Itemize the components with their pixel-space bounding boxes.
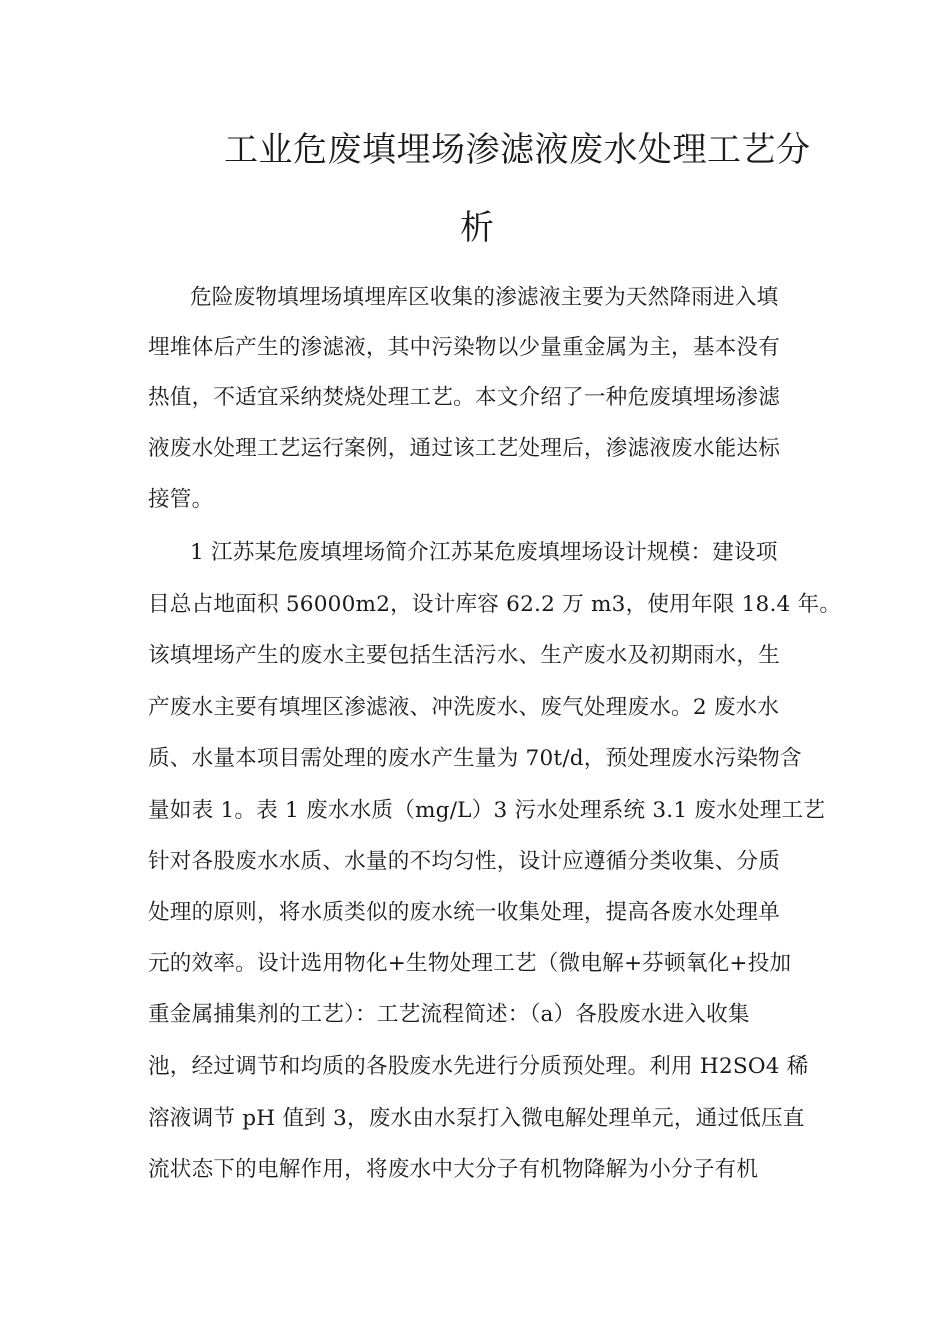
document-title-line-1: 工业危废填埋场渗滤液废水处理工艺分 bbox=[224, 130, 811, 170]
paragraph-2-line-9: 元的效率。设计选用物化+生物处理工艺（微电解+芬顿氧化+投加 bbox=[148, 951, 792, 976]
paragraph-2-line-8: 处理的原则，将水质类似的废水统一收集处理，提高各废水处理单 bbox=[148, 900, 781, 925]
document-title-line-2: 析 bbox=[460, 208, 495, 248]
paragraph-1-line-1: 危险废物填埋场填埋库区收集的渗滤液主要为天然降雨进入填 bbox=[190, 285, 779, 310]
paragraph-2-line-4: 产废水主要有填埋区渗滤液、冲洗废水、废气处理废水。2 废水水 bbox=[148, 695, 780, 720]
paragraph-2-line-6: 量如表 1。表 1 废水水质（mg/L）3 污水处理系统 3.1 废水处理工艺 bbox=[148, 798, 826, 823]
paragraph-2-line-13: 流状态下的电解作用，将废水中大分子有机物降解为小分子有机 bbox=[148, 1157, 759, 1182]
paragraph-1-line-2: 埋堆体后产生的渗滤液，其中污染物以少量重金属为主，基本没有 bbox=[148, 335, 781, 360]
paragraph-1-line-4: 液废水处理工艺运行案例，通过该工艺处理后，渗滤液废水能达标 bbox=[148, 436, 781, 461]
paragraph-2-line-1: 1 江苏某危废填埋场简介江苏某危废填埋场设计规模：建设项 bbox=[190, 540, 778, 565]
paragraph-2-line-3: 该填埋场产生的废水主要包括生活污水、生产废水及初期雨水，生 bbox=[148, 643, 781, 668]
paragraph-1-line-3: 热值，不适宜采纳焚烧处理工艺。本文介绍了一种危废填埋场渗滤 bbox=[148, 385, 781, 410]
paragraph-2-line-2: 目总占地面积 56000m2，设计库容 62.2 万 m3，使用年限 18.4 年。 bbox=[148, 592, 842, 617]
paragraph-2-line-12: 溶液调节 pH 值到 3，废水由水泵打入微电解处理单元，通过低压直 bbox=[148, 1106, 805, 1131]
paragraph-2-line-7: 针对各股废水水质、水量的不均匀性，设计应遵循分类收集、分质 bbox=[148, 849, 781, 874]
paragraph-2-line-10: 重金属捕集剂的工艺）：工艺流程简述：（a）各股废水进入收集 bbox=[148, 1002, 750, 1027]
paragraph-1-line-5: 接管。 bbox=[148, 487, 214, 512]
paragraph-2-line-11: 池，经过调节和均质的各股废水先进行分质预处理。利用 H2SO4 稀 bbox=[148, 1054, 809, 1079]
paragraph-2-line-5: 质、水量本项目需处理的废水产生量为 70t/d，预处理废水污染物含 bbox=[148, 746, 802, 771]
